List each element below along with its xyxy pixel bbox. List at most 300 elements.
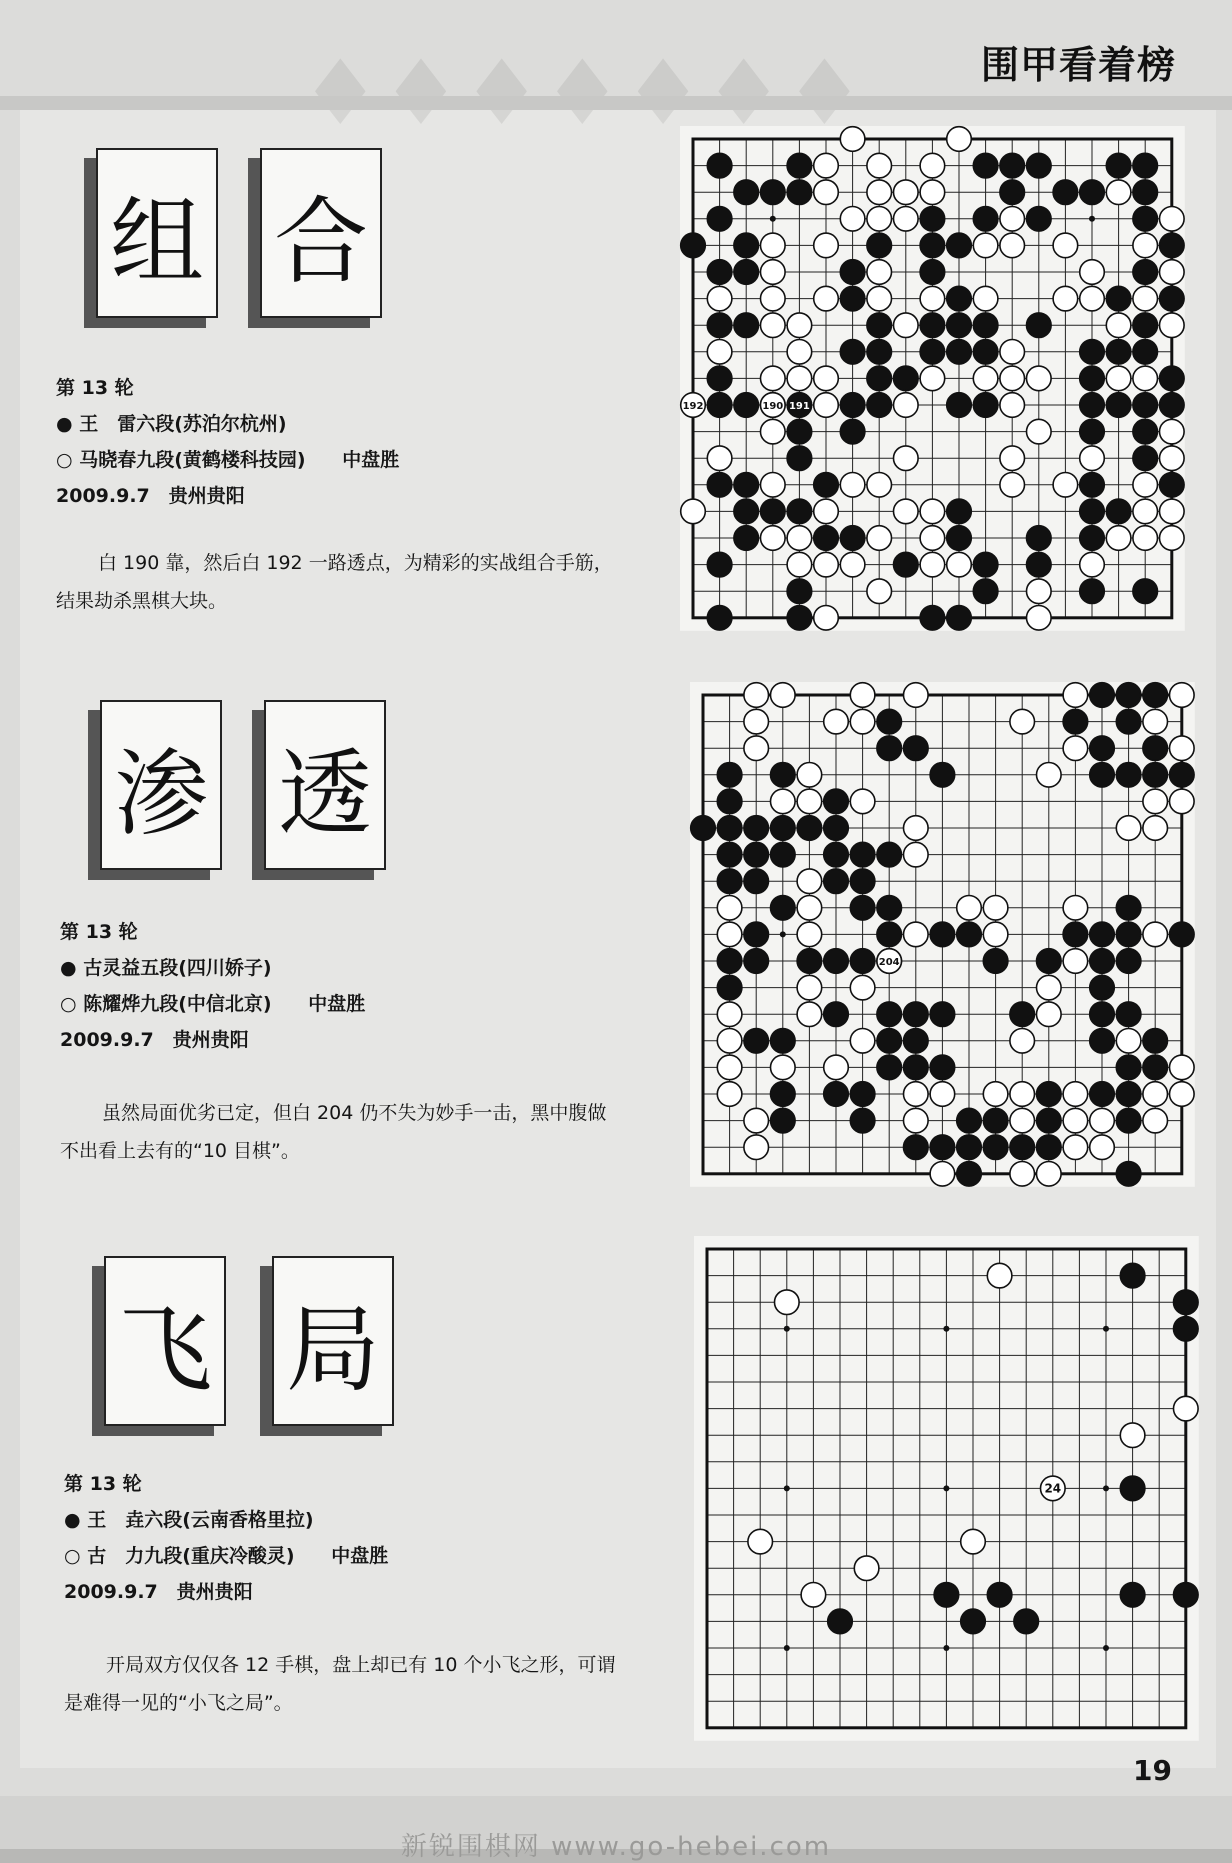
black-stone xyxy=(734,499,759,524)
black-stone xyxy=(707,552,732,577)
white-stone xyxy=(717,1082,742,1107)
white-stone xyxy=(1169,789,1194,814)
black-stone xyxy=(1116,1002,1141,1027)
white-stone xyxy=(840,552,865,577)
black-player: ● 王 雷六段(苏泊尔杭州) xyxy=(56,413,287,435)
black-stone xyxy=(1080,526,1105,551)
black-stone xyxy=(903,1002,928,1027)
white-stone xyxy=(983,1082,1008,1107)
black-stone xyxy=(787,446,812,471)
white-stone xyxy=(797,922,822,947)
white-stone xyxy=(1090,1135,1115,1160)
black-stone xyxy=(930,1135,955,1160)
black-stone xyxy=(828,1609,853,1634)
black-stone xyxy=(1133,446,1158,471)
black-stone xyxy=(1116,709,1141,734)
black-stone xyxy=(1036,1135,1061,1160)
black-stone xyxy=(717,949,742,974)
black-stone xyxy=(691,816,716,841)
black-stone xyxy=(1026,153,1051,178)
move-number-label: 204 xyxy=(878,956,900,968)
white-stone xyxy=(973,286,998,311)
white-stone xyxy=(717,1055,742,1080)
white-stone xyxy=(1000,472,1025,497)
black-stone xyxy=(707,313,732,338)
white-stone xyxy=(947,127,972,152)
black-stone xyxy=(734,260,759,285)
black-stone xyxy=(707,260,732,285)
white-stone xyxy=(893,180,918,205)
white-stone xyxy=(903,922,928,947)
black-stone xyxy=(1026,313,1051,338)
white-stone xyxy=(748,1529,773,1554)
black-stone xyxy=(1080,472,1105,497)
white-stone xyxy=(1143,1108,1168,1133)
black-stone xyxy=(947,286,972,311)
black-stone xyxy=(1010,1135,1035,1160)
black-stone xyxy=(1080,339,1105,364)
white-stone xyxy=(903,816,928,841)
go-board-svg xyxy=(694,1236,1199,1741)
white-stone xyxy=(1063,1135,1088,1160)
black-stone xyxy=(1106,339,1131,364)
black-stone xyxy=(1169,762,1194,787)
black-stone xyxy=(973,393,998,418)
white-stone xyxy=(920,153,945,178)
black-stone xyxy=(1026,552,1051,577)
black-stone xyxy=(717,816,742,841)
white-stone xyxy=(850,1028,875,1053)
black-stone xyxy=(930,1055,955,1080)
white-stone xyxy=(774,1290,799,1315)
black-stone xyxy=(707,153,732,178)
black-stone xyxy=(1036,1108,1061,1133)
white-stone xyxy=(893,446,918,471)
round-label: 第 13 轮 xyxy=(56,377,134,399)
watermark: 新锐围棋网 www.go-hebei.com xyxy=(400,1832,832,1862)
black-stone xyxy=(877,736,902,761)
black-stone xyxy=(744,922,769,947)
white-stone xyxy=(1159,446,1184,471)
star-point xyxy=(1103,1326,1109,1332)
white-stone xyxy=(1053,472,1078,497)
black-stone xyxy=(1063,922,1088,947)
white-stone xyxy=(797,789,822,814)
white-stone xyxy=(987,1263,1012,1288)
go-board-svg xyxy=(690,682,1195,1187)
game-result: 中盘胜 xyxy=(331,1545,389,1567)
white-stone xyxy=(850,975,875,1000)
star-point xyxy=(1103,1645,1109,1651)
black-stone xyxy=(1080,180,1105,205)
black-stone xyxy=(840,393,865,418)
white-stone xyxy=(1063,1108,1088,1133)
black-stone xyxy=(903,1055,928,1080)
white-stone xyxy=(840,472,865,497)
white-stone xyxy=(840,127,865,152)
black-stone xyxy=(840,339,865,364)
game-info xyxy=(60,914,365,1058)
commentary: 虽然局面优劣已定，但白 204 仍不失为妙手一击，黑中腹做不出看上去有的“10 目棋”。 xyxy=(60,1102,607,1162)
game-result: 中盘胜 xyxy=(308,993,366,1015)
black-stone xyxy=(734,180,759,205)
black-stone xyxy=(1036,949,1061,974)
black-stone xyxy=(893,552,918,577)
white-stone xyxy=(1116,1028,1141,1053)
black-stone xyxy=(1090,1002,1115,1027)
black-stone xyxy=(1116,922,1141,947)
white-stone xyxy=(1133,286,1158,311)
white-stone xyxy=(1080,286,1105,311)
black-stone xyxy=(1090,949,1115,974)
black-stone xyxy=(1120,1476,1145,1501)
black-stone xyxy=(1143,1055,1168,1080)
star-point xyxy=(943,1326,949,1332)
white-stone xyxy=(893,313,918,338)
white-stone xyxy=(1133,499,1158,524)
black-stone xyxy=(947,313,972,338)
section-flying-game xyxy=(0,1246,680,1766)
black-stone xyxy=(1080,419,1105,444)
black-stone xyxy=(707,366,732,391)
black-stone xyxy=(1173,1582,1198,1607)
white-stone xyxy=(744,683,769,708)
black-stone xyxy=(877,922,902,947)
black-stone xyxy=(787,579,812,604)
black-stone xyxy=(1116,762,1141,787)
black-stone xyxy=(1000,180,1025,205)
white-stone xyxy=(893,206,918,231)
section-infiltration xyxy=(0,690,680,1210)
white-stone xyxy=(801,1582,826,1607)
black-stone xyxy=(1090,762,1115,787)
white-stone xyxy=(1053,286,1078,311)
white-stone xyxy=(1106,180,1131,205)
white-stone xyxy=(1000,206,1025,231)
black-stone xyxy=(1116,1055,1141,1080)
white-stone xyxy=(707,286,732,311)
title-tile-2: 局 xyxy=(272,1256,394,1426)
black-stone xyxy=(824,1002,849,1027)
black-stone xyxy=(1120,1263,1145,1288)
white-stone xyxy=(850,683,875,708)
white-stone xyxy=(867,260,892,285)
black-stone xyxy=(947,233,972,258)
white-stone xyxy=(787,339,812,364)
black-stone xyxy=(787,605,812,630)
white-stone xyxy=(1010,1028,1035,1053)
black-stone xyxy=(920,233,945,258)
move-number-label: 191 xyxy=(788,400,810,412)
white-stone xyxy=(1080,260,1105,285)
white-stone xyxy=(893,499,918,524)
black-stone xyxy=(1143,1028,1168,1053)
black-stone xyxy=(770,816,795,841)
black-stone xyxy=(987,1582,1012,1607)
white-stone xyxy=(920,499,945,524)
white-stone xyxy=(867,526,892,551)
black-stone xyxy=(744,869,769,894)
black-stone xyxy=(973,339,998,364)
star-point xyxy=(784,1645,790,1651)
black-stone xyxy=(707,206,732,231)
black-stone xyxy=(1133,393,1158,418)
title-tile-1: 飞 xyxy=(104,1256,226,1426)
white-player-line xyxy=(60,986,365,1022)
white-stone xyxy=(867,286,892,311)
section-combination xyxy=(0,138,680,658)
black-stone xyxy=(1090,922,1115,947)
white-stone xyxy=(787,526,812,551)
black-stone xyxy=(877,842,902,867)
black-stone xyxy=(867,339,892,364)
star-point xyxy=(784,1326,790,1332)
white-stone xyxy=(1010,1108,1035,1133)
black-stone xyxy=(1159,286,1184,311)
black-stone xyxy=(1143,762,1168,787)
black-stone xyxy=(1116,683,1141,708)
white-stone xyxy=(1159,419,1184,444)
white-stone xyxy=(1169,683,1194,708)
black-stone xyxy=(877,1002,902,1027)
black-stone xyxy=(903,1135,928,1160)
title-tile-1: 渗 xyxy=(100,700,222,870)
black-stone xyxy=(1090,1028,1115,1053)
white-stone xyxy=(1116,816,1141,841)
black-stone xyxy=(1173,1316,1198,1341)
white-stone xyxy=(760,233,785,258)
title-tile-2: 透 xyxy=(264,700,386,870)
black-stone xyxy=(770,842,795,867)
black-stone xyxy=(920,605,945,630)
white-stone xyxy=(1143,789,1168,814)
black-stone xyxy=(983,1108,1008,1133)
white-stone xyxy=(1053,233,1078,258)
white-stone xyxy=(744,709,769,734)
black-player: ● 王 垚六段(云南香格里拉) xyxy=(64,1509,314,1531)
title-tile-1: 组 xyxy=(96,148,218,318)
black-stone xyxy=(973,153,998,178)
star-point xyxy=(770,216,776,222)
page-header-title: 围甲看着榜 xyxy=(980,42,1176,87)
black-stone xyxy=(681,233,706,258)
white-stone xyxy=(814,393,839,418)
black-stone xyxy=(1053,180,1078,205)
white-stone xyxy=(797,762,822,787)
black-stone xyxy=(770,762,795,787)
black-stone xyxy=(770,1108,795,1133)
black-stone xyxy=(824,842,849,867)
white-stone xyxy=(1133,366,1158,391)
black-stone xyxy=(877,895,902,920)
white-stone xyxy=(903,842,928,867)
black-stone xyxy=(1106,153,1131,178)
white-stone xyxy=(814,605,839,630)
white-stone xyxy=(854,1556,879,1581)
black-stone xyxy=(734,526,759,551)
black-stone xyxy=(1090,683,1115,708)
black-stone xyxy=(1116,1161,1141,1186)
white-stone xyxy=(707,339,732,364)
white-stone xyxy=(1143,1082,1168,1107)
white-stone xyxy=(814,366,839,391)
white-stone xyxy=(760,286,785,311)
white-stone xyxy=(1000,339,1025,364)
black-stone xyxy=(947,605,972,630)
white-stone xyxy=(1159,313,1184,338)
game-date: 2009.9.7 贵州贵阳 xyxy=(56,485,245,507)
white-stone xyxy=(1063,736,1088,761)
white-stone xyxy=(760,526,785,551)
black-stone xyxy=(947,526,972,551)
white-stone xyxy=(787,366,812,391)
white-stone xyxy=(770,789,795,814)
white-stone xyxy=(717,1002,742,1027)
black-stone xyxy=(850,949,875,974)
white-stone xyxy=(840,206,865,231)
white-stone xyxy=(920,526,945,551)
black-stone xyxy=(1133,579,1158,604)
black-stone xyxy=(824,816,849,841)
black-stone xyxy=(850,869,875,894)
round-label: 第 13 轮 xyxy=(64,1473,142,1495)
black-stone xyxy=(1133,180,1158,205)
white-stone xyxy=(1010,1161,1035,1186)
white-stone xyxy=(1026,605,1051,630)
black-stone xyxy=(707,393,732,418)
black-stone xyxy=(920,260,945,285)
black-stone xyxy=(824,1082,849,1107)
move-number-label: 190 xyxy=(762,400,784,412)
white-stone xyxy=(1106,366,1131,391)
white-stone xyxy=(867,180,892,205)
black-stone xyxy=(1080,366,1105,391)
white-stone xyxy=(797,1002,822,1027)
black-stone xyxy=(840,286,865,311)
white-stone xyxy=(1159,499,1184,524)
white-stone xyxy=(707,446,732,471)
black-stone xyxy=(1090,975,1115,1000)
white-stone xyxy=(961,1529,986,1554)
white-stone xyxy=(1063,895,1088,920)
black-stone xyxy=(1133,313,1158,338)
black-stone xyxy=(824,949,849,974)
black-stone xyxy=(850,895,875,920)
black-stone xyxy=(787,499,812,524)
star-point xyxy=(943,1645,949,1651)
black-stone xyxy=(1169,922,1194,947)
white-stone xyxy=(770,1055,795,1080)
white-stone xyxy=(1143,816,1168,841)
game-info xyxy=(56,370,399,514)
white-stone xyxy=(1106,313,1131,338)
black-stone xyxy=(787,180,812,205)
white-stone xyxy=(973,233,998,258)
black-stone xyxy=(734,472,759,497)
white-player: ○ 马晓春九段(黄鹤楼科技园) xyxy=(56,449,306,471)
black-stone xyxy=(744,1028,769,1053)
black-stone xyxy=(920,339,945,364)
white-stone xyxy=(867,206,892,231)
black-stone xyxy=(1143,736,1168,761)
commentary: 开局双方仅仅各 12 手棋，盘上却已有 10 个小飞之形，可谓是难得一见的“小飞之局”。 xyxy=(64,1654,616,1714)
black-stone xyxy=(824,789,849,814)
white-stone xyxy=(1036,1002,1061,1027)
white-stone xyxy=(760,419,785,444)
white-stone xyxy=(920,552,945,577)
game-date: 2009.9.7 贵州贵阳 xyxy=(60,1029,249,1051)
white-stone xyxy=(867,472,892,497)
white-stone xyxy=(867,153,892,178)
commentary: 白 190 靠，然后白 192 一路透点，为精彩的实战组合手筋，结果劫杀黑棋大块。 xyxy=(56,552,613,612)
white-stone xyxy=(930,1161,955,1186)
black-stone xyxy=(903,1028,928,1053)
white-stone xyxy=(920,366,945,391)
white-stone xyxy=(787,313,812,338)
go-board-1 xyxy=(680,126,1185,631)
white-stone xyxy=(1090,1108,1115,1133)
white-player: ○ 陈耀烨九段(中信北京) xyxy=(60,993,272,1015)
white-stone xyxy=(1169,1082,1194,1107)
white-stone xyxy=(1010,709,1035,734)
black-stone xyxy=(957,1108,982,1133)
white-stone xyxy=(744,736,769,761)
black-stone xyxy=(1120,1582,1145,1607)
black-stone xyxy=(717,762,742,787)
black-stone xyxy=(973,579,998,604)
white-stone xyxy=(920,180,945,205)
white-stone xyxy=(1173,1396,1198,1421)
header-rule xyxy=(0,96,1232,110)
white-stone xyxy=(1063,683,1088,708)
black-stone xyxy=(1026,526,1051,551)
black-stone xyxy=(850,842,875,867)
black-stone xyxy=(1133,206,1158,231)
white-stone xyxy=(1010,1082,1035,1107)
move-number-label: 24 xyxy=(1044,1481,1062,1496)
star-point xyxy=(1103,1485,1109,1491)
black-stone xyxy=(787,419,812,444)
white-stone xyxy=(983,922,1008,947)
white-stone xyxy=(1000,233,1025,258)
black-stone xyxy=(770,1082,795,1107)
black-stone xyxy=(867,393,892,418)
black-stone xyxy=(1159,393,1184,418)
black-stone xyxy=(930,922,955,947)
white-player-line xyxy=(56,442,399,478)
white-stone xyxy=(787,552,812,577)
white-stone xyxy=(867,579,892,604)
white-stone xyxy=(797,869,822,894)
white-stone xyxy=(1026,366,1051,391)
black-stone xyxy=(1090,736,1115,761)
white-stone xyxy=(1026,579,1051,604)
game-date: 2009.9.7 贵州贵阳 xyxy=(64,1581,253,1603)
white-stone xyxy=(760,313,785,338)
black-stone xyxy=(814,472,839,497)
black-stone xyxy=(734,393,759,418)
white-stone xyxy=(1169,1055,1194,1080)
white-stone xyxy=(760,472,785,497)
white-player: ○ 古 力九段(重庆冷酸灵) xyxy=(64,1545,295,1567)
white-stone xyxy=(824,1055,849,1080)
white-stone xyxy=(903,1082,928,1107)
black-stone xyxy=(797,949,822,974)
black-stone xyxy=(707,472,732,497)
black-stone xyxy=(1063,709,1088,734)
black-stone xyxy=(717,975,742,1000)
black-stone xyxy=(947,339,972,364)
